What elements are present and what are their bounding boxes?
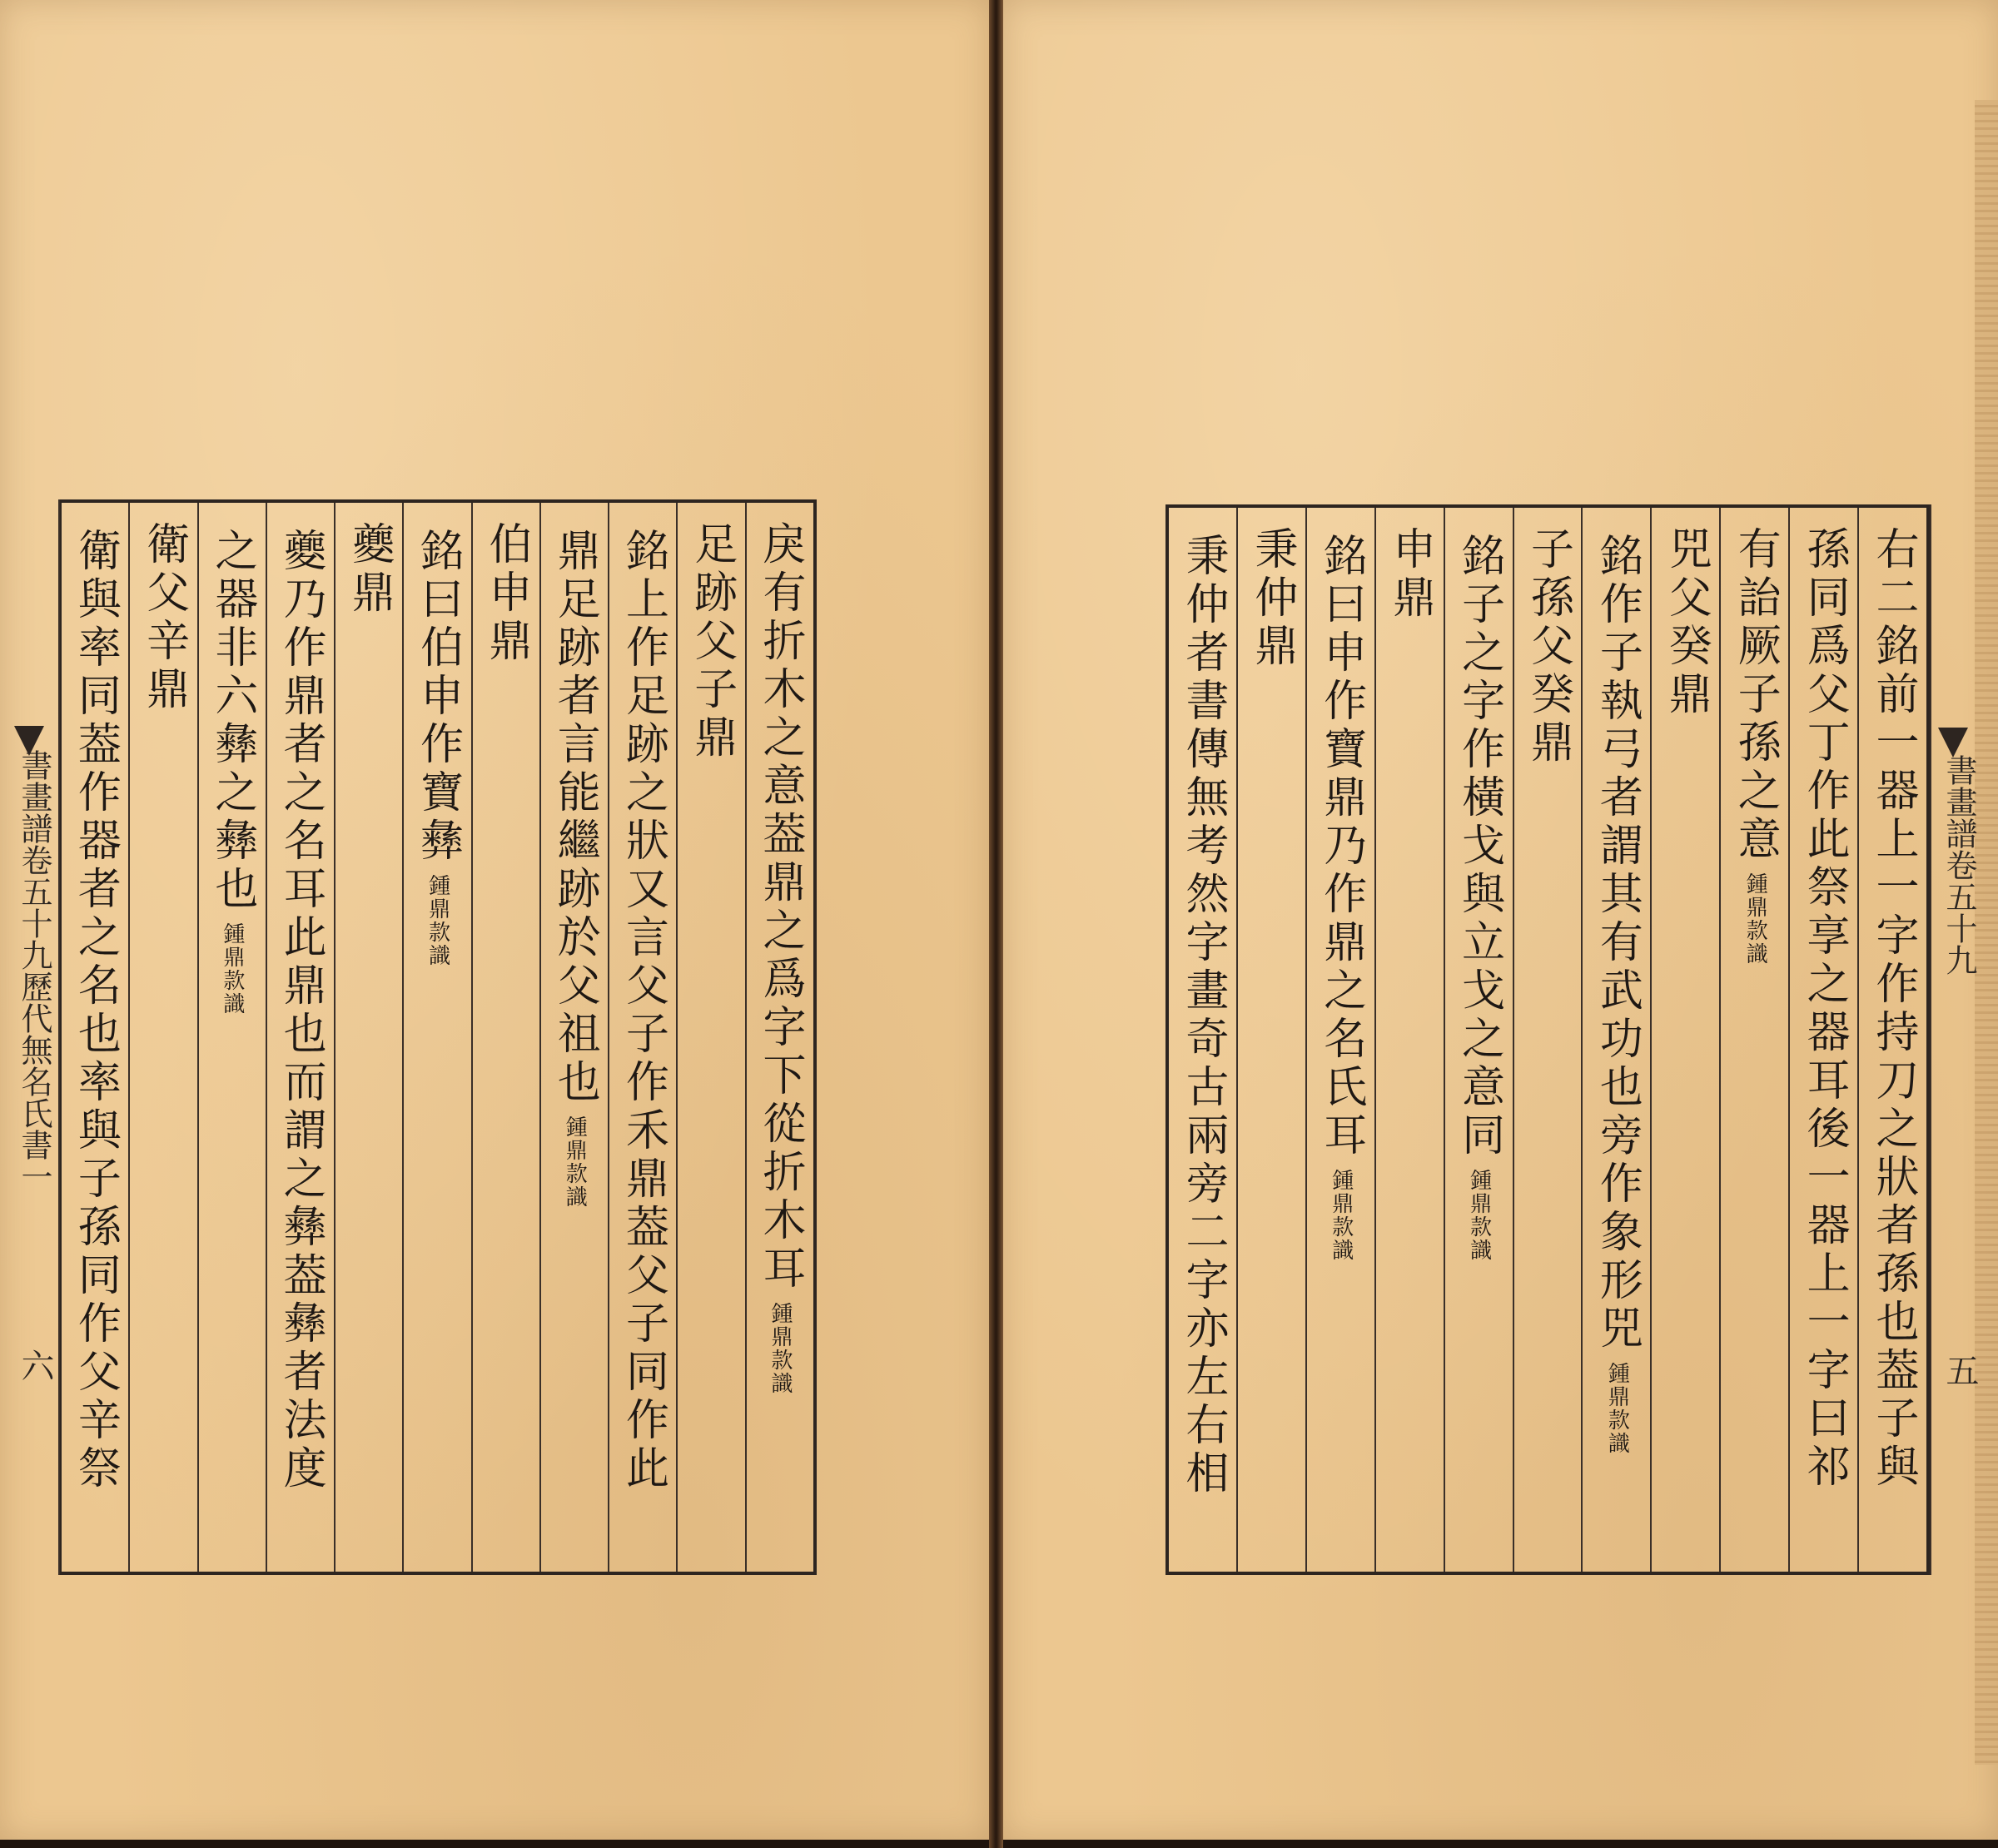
- text-column: [1444, 508, 1513, 1572]
- source-note: 鍾鼎款識: [1604, 1362, 1630, 1455]
- text-column: [539, 503, 608, 1572]
- column-text: 衛父辛鼎: [138, 521, 189, 714]
- source-note: 鍾鼎款識: [768, 1302, 793, 1395]
- column-text: 申鼎: [1384, 526, 1435, 623]
- column-text: 孫同爲父丁作此祭享之器耳後一器上一字曰祁: [1799, 526, 1850, 1492]
- column-text: 戾有折木之意葢鼎之爲字下從折木耳: [755, 521, 805, 1294]
- column-text: 秉仲者書傳無考然字畫奇古兩旁二字亦左右相: [1177, 533, 1228, 1498]
- left-page-number: 六: [16, 1349, 54, 1382]
- right-header-title: 書畫譜卷五十九: [1941, 754, 1977, 976]
- left-text-block: [58, 499, 817, 1575]
- column-text: 銘曰申作寶鼎乃作鼎之名氏耳: [1315, 533, 1366, 1160]
- text-column: [128, 503, 196, 1572]
- text-column: [334, 503, 402, 1572]
- column-text: 兕父癸鼎: [1661, 526, 1712, 719]
- text-column: [1788, 508, 1857, 1572]
- text-column: [1374, 508, 1444, 1572]
- text-column: [1650, 508, 1719, 1572]
- column-text: 衛與率同葢作器者之名也率與子孫同作父辛祭: [70, 528, 121, 1493]
- column-text: 鼎足跡者言能繼跡於父祖也: [549, 528, 600, 1107]
- fishtail-mark: [1938, 728, 1968, 758]
- source-note: 鍾鼎款識: [1742, 872, 1768, 966]
- right-header-strip: [1930, 504, 1977, 1575]
- column-text: 秉仲鼎: [1246, 526, 1297, 671]
- right-page-number: 五: [1941, 1354, 1979, 1387]
- right-text-block: [1166, 504, 1930, 1575]
- left-header-strip: [0, 499, 60, 1575]
- column-text: 子孫父癸鼎: [1523, 526, 1573, 768]
- source-note: 鍾鼎款識: [562, 1115, 588, 1209]
- source-note: 鍾鼎款識: [219, 922, 245, 1016]
- column-text: 伯申鼎: [480, 521, 531, 666]
- book-gutter: [989, 0, 1003, 1848]
- column-text: 夔鼎: [344, 521, 395, 618]
- column-text: 銘作子執弓者謂其有武功也旁作象形兕: [1592, 533, 1643, 1354]
- column-text: 銘子之字作橫戈與立戈之意同: [1454, 533, 1504, 1160]
- text-column: [1719, 508, 1788, 1572]
- text-column: [402, 503, 470, 1572]
- left-header-title: 書畫譜卷五十九歷代無名氏書一: [16, 749, 52, 1192]
- source-note: 鍾鼎款識: [1466, 1169, 1492, 1262]
- text-column: [1169, 508, 1236, 1572]
- text-column: [471, 503, 539, 1572]
- column-text: 之器非六彝之彝也: [206, 528, 257, 914]
- column-text: 足跡父子鼎: [686, 521, 737, 763]
- column-text: 右二銘前一器上一字作持刀之狀者孫也葢子與: [1868, 526, 1918, 1492]
- text-column: [1236, 508, 1305, 1572]
- right-columns: [1169, 508, 1926, 1572]
- column-text: 銘曰伯申作寶彝: [412, 528, 463, 866]
- text-column: [1581, 508, 1650, 1572]
- text-column: [62, 503, 128, 1572]
- source-note: 鍾鼎款識: [425, 874, 450, 967]
- text-column: [1513, 508, 1582, 1572]
- text-column: [676, 503, 744, 1572]
- column-text: 有詒厥子孫之意: [1730, 526, 1781, 864]
- text-column: [608, 503, 676, 1572]
- text-column: [266, 503, 334, 1572]
- source-note: 鍾鼎款識: [1328, 1169, 1354, 1262]
- text-column: [1857, 508, 1926, 1572]
- left-columns: [62, 503, 813, 1572]
- text-column: [745, 503, 813, 1572]
- text-column: [197, 503, 266, 1572]
- text-column: [1305, 508, 1374, 1572]
- column-text: 銘上作足跡之狀又言父子作禾鼎葢父子同作此: [618, 528, 668, 1493]
- column-text: 夔乃作鼎者之名耳此鼎也而謂之彝葢彝者法度: [276, 528, 326, 1493]
